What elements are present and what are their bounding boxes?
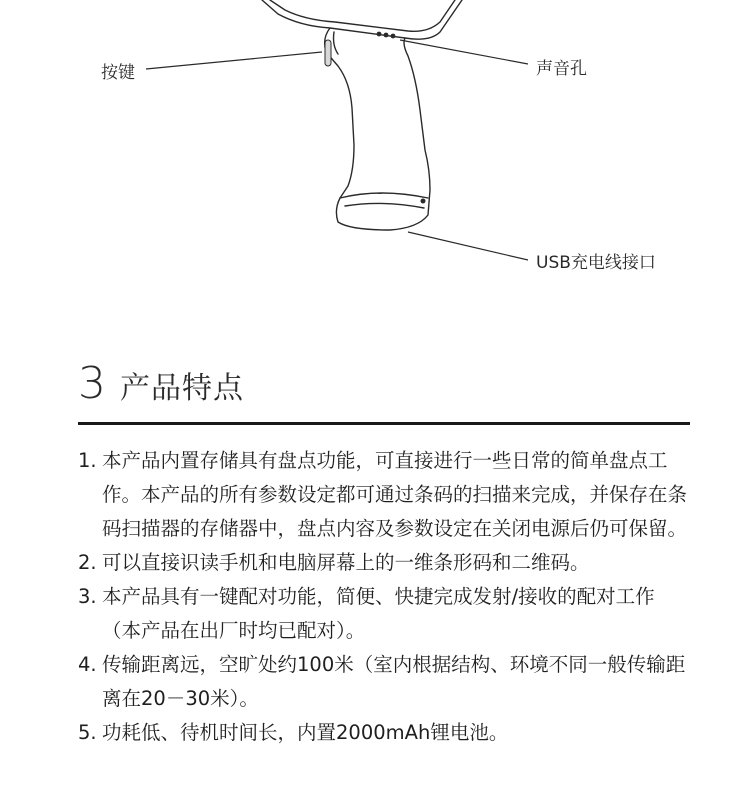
item-number: 1. <box>78 449 97 472</box>
list-item <box>78 716 690 750</box>
list-item <box>78 444 690 546</box>
callout-usb-label: USB充电线接口 <box>536 253 656 273</box>
item-number: 4. <box>78 653 97 676</box>
scanner-head-outline <box>262 0 462 39</box>
item-text: 传输距离远，空旷处约100米（室内根据结构、环境不同一般传输距离在20－30米）。 <box>102 653 686 710</box>
item-text: 本产品内置存储具有盘点功能，可直接进行一些日常的简单盘点工作。本产品的所有参数设定都可通过条码的扫描来完成，并保存在条码扫描器的存储器中，盘点内容及参数设定在关闭电源后仍可保留。 <box>102 449 688 540</box>
leader-line-speaker <box>400 40 528 64</box>
callout-speaker-label: 声音孔 <box>536 59 587 79</box>
list-item <box>78 546 690 580</box>
speaker-holes-shape <box>377 32 396 39</box>
section-title: 产品特点 <box>120 371 244 406</box>
features-section <box>78 358 690 744</box>
leader-line-button <box>146 52 322 69</box>
section-number: 3 <box>78 358 106 409</box>
side-button-shape <box>325 40 331 66</box>
section-divider <box>78 422 690 425</box>
item-number: 3. <box>78 585 97 608</box>
item-text: 可以直接识读手机和电脑屏幕上的一维条形码和二维码。 <box>102 551 590 574</box>
list-item <box>78 648 690 716</box>
leader-line-usb <box>408 232 528 260</box>
item-number: 2. <box>78 551 97 574</box>
item-text: 本产品具有一键配对功能，简便、快捷完成发射/接收的配对工作（本产品在出厂时均已配对）。 <box>102 585 655 642</box>
feature-list <box>78 444 690 750</box>
usb-port-shape <box>421 199 426 204</box>
item-text: 功耗低、待机时间长，内置2000mAh锂电池。 <box>102 721 509 744</box>
item-number: 5. <box>78 721 97 744</box>
section-heading <box>78 358 690 409</box>
callout-button-label: 按键 <box>101 63 135 83</box>
scanner-handle-outline <box>325 28 430 230</box>
list-item <box>78 580 690 648</box>
